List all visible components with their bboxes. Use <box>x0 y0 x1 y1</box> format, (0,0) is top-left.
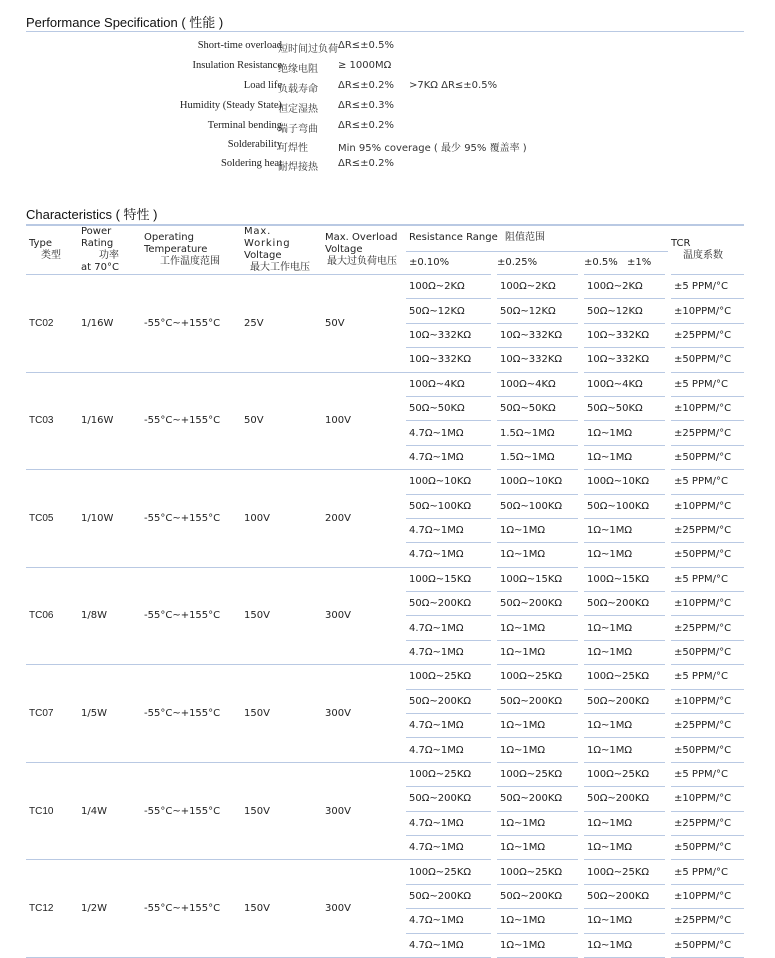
cell-temp: -55°C~+155°C <box>141 762 241 860</box>
header-overload <box>322 225 406 275</box>
cell-range: 50Ω~50KΩ <box>494 396 581 420</box>
cell-tcr: ±50PPM/°C <box>668 933 744 957</box>
cell-power: 1/8W <box>78 567 141 665</box>
perf-value: ≥ 1000MΩ <box>338 60 392 71</box>
cell-over: 50V <box>322 275 406 373</box>
cell-tcr: ±10PPM/°C <box>668 592 744 616</box>
cell-range: 50Ω~200KΩ <box>494 592 581 616</box>
cell-range: 4.7Ω~1MΩ <box>406 421 494 445</box>
header-temp-en2: Temperature <box>144 244 208 255</box>
cell-range: 1Ω~1MΩ <box>494 543 581 567</box>
cell-range: 100Ω~25KΩ <box>494 762 581 786</box>
header-type <box>26 225 78 275</box>
cell-range: 4.7Ω~1MΩ <box>406 909 494 933</box>
perf-en: Short-time overload <box>197 40 282 51</box>
cell-range: 100Ω~25KΩ <box>581 665 668 689</box>
cell-range: 1Ω~1MΩ <box>581 933 668 957</box>
header-power-en: Power Rating <box>81 226 114 249</box>
header-over-cn: 最大过负荷电压 <box>327 256 397 267</box>
cell-range: 50Ω~50KΩ <box>406 396 494 420</box>
cell-tcr: ±5 PPM/°C <box>668 567 744 591</box>
header-tol-0-5-1 <box>581 251 668 274</box>
cell-range: 10Ω~332KΩ <box>581 323 668 347</box>
cell-tcr: ±25PPM/°C <box>668 518 744 542</box>
cell-range: 50Ω~100KΩ <box>406 494 494 518</box>
perf-row <box>26 40 744 58</box>
header-power <box>78 225 141 275</box>
cell-tcr: ±50PPM/°C <box>668 543 744 567</box>
cell-range: 4.7Ω~1MΩ <box>406 933 494 957</box>
cell-over: 200V <box>322 470 406 568</box>
cell-over: 300V <box>322 762 406 860</box>
cell-range: 4.7Ω~1MΩ <box>406 518 494 542</box>
cell-tcr: ±10PPM/°C <box>668 299 744 323</box>
header-over-en2: Voltage <box>325 244 363 255</box>
cell-range: 10Ω~332KΩ <box>494 323 581 347</box>
cell-tcr: ±50PPM/°C <box>668 445 744 469</box>
cell-tcr: ±50PPM/°C <box>668 348 744 372</box>
cell-range: 50Ω~200KΩ <box>494 884 581 908</box>
cell-range: 1Ω~1MΩ <box>581 738 668 762</box>
cell-power: 1/5W <box>78 665 141 763</box>
cell-range: 4.7Ω~1MΩ <box>406 714 494 738</box>
cell-volt: 150V <box>241 567 322 665</box>
cell-range: 1Ω~1MΩ <box>581 835 668 859</box>
perf-row <box>26 80 744 98</box>
cell-range: 10Ω~332KΩ <box>406 348 494 372</box>
cell-range: 1Ω~1MΩ <box>494 811 581 835</box>
cell-tcr: ±25PPM/°C <box>668 421 744 445</box>
cell-range: 100Ω~25KΩ <box>581 762 668 786</box>
perf-value: ΔR≤±0.2% <box>338 158 394 169</box>
cell-tcr: ±50PPM/°C <box>668 640 744 664</box>
cell-range: 1Ω~1MΩ <box>494 640 581 664</box>
header-temp <box>141 225 241 275</box>
perf-row <box>26 158 744 176</box>
perf-value: ΔR≤±0.2% <box>338 80 394 91</box>
cell-range: 50Ω~50KΩ <box>581 396 668 420</box>
perf-en: Humidity (Steady State) <box>179 100 282 111</box>
cell-range: 100Ω~15KΩ <box>494 567 581 591</box>
header-tol-1: ±1% <box>626 256 652 268</box>
cell-power: 1/10W <box>78 470 141 568</box>
table-row <box>26 470 744 494</box>
cell-over: 300V <box>322 860 406 958</box>
cell-range: 1Ω~1MΩ <box>494 909 581 933</box>
cell-range: 100Ω~25KΩ <box>494 860 581 884</box>
cell-type: TC07 <box>26 665 78 763</box>
performance-title: Performance Specification ( 性能 ) <box>26 15 224 30</box>
perf-en: Solderability <box>227 139 282 150</box>
cell-range: 50Ω~200KΩ <box>406 592 494 616</box>
perf-en: Insulation Resistance <box>192 60 282 71</box>
perf-cn: 负载寿命 <box>278 84 318 95</box>
header-tol-0-10: ±0.10% <box>406 251 494 274</box>
header-range-cn: 阻值范围 <box>504 232 545 244</box>
cell-range: 1Ω~1MΩ <box>494 738 581 762</box>
header-volt-cn: 最大工作电压 <box>250 262 310 273</box>
cell-tcr: ±10PPM/°C <box>668 494 744 518</box>
cell-tcr: ±5 PPM/°C <box>668 762 744 786</box>
cell-range: 100Ω~10KΩ <box>494 470 581 494</box>
perf-value: ΔR≤±0.2% <box>338 120 394 131</box>
cell-range: 50Ω~200KΩ <box>406 689 494 713</box>
cell-range: 50Ω~200KΩ <box>406 787 494 811</box>
cell-tcr: ±25PPM/°C <box>668 616 744 640</box>
cell-range: 100Ω~4KΩ <box>494 372 581 396</box>
table-row <box>26 762 744 786</box>
cell-range: 100Ω~4KΩ <box>581 372 668 396</box>
cell-range: 10Ω~332KΩ <box>581 348 668 372</box>
header-type-cn: 类型 <box>41 250 61 261</box>
cell-range: 100Ω~4KΩ <box>406 372 494 396</box>
cell-range: 100Ω~25KΩ <box>406 860 494 884</box>
cell-range: 1Ω~1MΩ <box>581 543 668 567</box>
cell-volt: 150V <box>241 665 322 763</box>
cell-range: 50Ω~200KΩ <box>494 689 581 713</box>
cell-range: 100Ω~25KΩ <box>406 665 494 689</box>
cell-range: 100Ω~15KΩ <box>581 567 668 591</box>
cell-type: TC06 <box>26 567 78 665</box>
header-tol-0-5: ±0.5% <box>584 256 618 268</box>
perf-value: ΔR≤±0.5% <box>338 40 394 51</box>
perf-value: ΔR≤±0.3% <box>338 100 394 111</box>
perf-row <box>26 100 744 118</box>
header-tcr-cn: 温度系数 <box>683 250 724 261</box>
perf-en: Soldering heat <box>221 158 282 169</box>
cell-range: 100Ω~10KΩ <box>406 470 494 494</box>
cell-volt: 50V <box>241 372 322 470</box>
perf-cn: 端子弯曲 <box>278 124 318 135</box>
cell-range: 50Ω~200KΩ <box>581 689 668 713</box>
perf-en: Load life <box>243 80 282 91</box>
cell-type: TC10 <box>26 762 78 860</box>
perf-extra: >7KΩ ΔR≤±0.5% <box>409 80 498 91</box>
header-resistance-range <box>406 225 668 251</box>
table-row <box>26 860 744 884</box>
cell-type: TC02 <box>26 275 78 373</box>
cell-tcr: ±25PPM/°C <box>668 811 744 835</box>
cell-type: TC03 <box>26 372 78 470</box>
cell-range: 100Ω~15KΩ <box>406 567 494 591</box>
cell-volt: 150V <box>241 762 322 860</box>
cell-range: 1Ω~1MΩ <box>581 811 668 835</box>
cell-tcr: ±10PPM/°C <box>668 396 744 420</box>
cell-range: 4.7Ω~1MΩ <box>406 616 494 640</box>
cell-range: 10Ω~332KΩ <box>494 348 581 372</box>
cell-range: 1Ω~1MΩ <box>581 714 668 738</box>
perf-cn: 恒定湿热 <box>278 104 318 115</box>
header-range-en: Resistance Range <box>409 232 498 244</box>
cell-range: 4.7Ω~1MΩ <box>406 835 494 859</box>
header-type-en: Type <box>29 238 52 249</box>
header-over-en1: Max. Overload <box>325 232 398 243</box>
cell-power: 1/4W <box>78 762 141 860</box>
cell-tcr: ±25PPM/°C <box>668 714 744 738</box>
cell-range: 1Ω~1MΩ <box>494 714 581 738</box>
characteristics-title: Characteristics ( 特性 ) <box>26 207 158 222</box>
perf-row <box>26 139 744 157</box>
cell-range: 50Ω~200KΩ <box>581 592 668 616</box>
header-volt-en1: Max. Working <box>244 226 291 249</box>
cell-tcr: ±25PPM/°C <box>668 323 744 347</box>
perf-cn: 可焊性 <box>278 143 308 154</box>
cell-range: 1Ω~1MΩ <box>581 640 668 664</box>
cell-tcr: ±10PPM/°C <box>668 884 744 908</box>
cell-tcr: ±25PPM/°C <box>668 909 744 933</box>
perf-cn: 耐焊接热 <box>278 162 318 173</box>
cell-over: 300V <box>322 567 406 665</box>
cell-range: 50Ω~100KΩ <box>494 494 581 518</box>
cell-tcr: ±5 PPM/°C <box>668 275 744 299</box>
cell-volt: 100V <box>241 470 322 568</box>
cell-range: 1Ω~1MΩ <box>581 445 668 469</box>
cell-type: TC05 <box>26 470 78 568</box>
cell-range: 1.5Ω~1MΩ <box>494 421 581 445</box>
cell-power: 1/2W <box>78 860 141 958</box>
header-tcr-en: TCR <box>671 238 691 249</box>
cell-over: 300V <box>322 665 406 763</box>
cell-temp: -55°C~+155°C <box>141 665 241 763</box>
header-voltage <box>241 225 322 275</box>
header-power-at: at 70°C <box>81 262 119 273</box>
cell-tcr: ±10PPM/°C <box>668 787 744 811</box>
header-volt-en2: Voltage <box>244 250 282 261</box>
header-tol-0-25: ±0.25% <box>494 251 581 274</box>
cell-range: 100Ω~2KΩ <box>406 275 494 299</box>
cell-range: 1Ω~1MΩ <box>581 616 668 640</box>
cell-type: TC12 <box>26 860 78 958</box>
cell-tcr: ±50PPM/°C <box>668 835 744 859</box>
cell-tcr: ±5 PPM/°C <box>668 470 744 494</box>
cell-range: 4.7Ω~1MΩ <box>406 738 494 762</box>
cell-range: 50Ω~12KΩ <box>406 299 494 323</box>
cell-tcr: ±5 PPM/°C <box>668 372 744 396</box>
characteristics-table <box>26 224 744 958</box>
header-temp-en1: Operating <box>144 232 194 243</box>
performance-rule <box>26 31 744 32</box>
perf-cn: 短时间过负荷 <box>278 44 338 55</box>
cell-range: 1.5Ω~1MΩ <box>494 445 581 469</box>
cell-volt: 25V <box>241 275 322 373</box>
cell-range: 50Ω~200KΩ <box>581 884 668 908</box>
table-row <box>26 275 744 299</box>
cell-temp: -55°C~+155°C <box>141 470 241 568</box>
cell-range: 4.7Ω~1MΩ <box>406 811 494 835</box>
cell-over: 100V <box>322 372 406 470</box>
perf-row <box>26 120 744 138</box>
header-temp-cn: 工作温度范围 <box>160 256 220 267</box>
cell-range: 50Ω~200KΩ <box>494 787 581 811</box>
header-tcr <box>668 225 744 275</box>
cell-range: 1Ω~1MΩ <box>494 518 581 542</box>
cell-range: 100Ω~2KΩ <box>581 275 668 299</box>
cell-range: 1Ω~1MΩ <box>494 933 581 957</box>
table-row <box>26 372 744 396</box>
cell-temp: -55°C~+155°C <box>141 860 241 958</box>
cell-range: 1Ω~1MΩ <box>494 835 581 859</box>
cell-power: 1/16W <box>78 372 141 470</box>
cell-range: 50Ω~12KΩ <box>581 299 668 323</box>
cell-range: 100Ω~2KΩ <box>494 275 581 299</box>
cell-temp: -55°C~+155°C <box>141 275 241 373</box>
cell-range: 50Ω~100KΩ <box>581 494 668 518</box>
cell-tcr: ±5 PPM/°C <box>668 860 744 884</box>
cell-range: 100Ω~25KΩ <box>406 762 494 786</box>
cell-range: 4.7Ω~1MΩ <box>406 543 494 567</box>
cell-range: 50Ω~200KΩ <box>581 787 668 811</box>
cell-range: 100Ω~25KΩ <box>581 860 668 884</box>
cell-volt: 150V <box>241 860 322 958</box>
cell-tcr: ±10PPM/°C <box>668 689 744 713</box>
perf-en: Terminal bending <box>207 120 282 131</box>
cell-range: 50Ω~200KΩ <box>406 884 494 908</box>
cell-tcr: ±50PPM/°C <box>668 738 744 762</box>
perf-cn: 绝缘电阻 <box>278 64 318 75</box>
cell-range: 1Ω~1MΩ <box>581 421 668 445</box>
perf-row <box>26 60 744 78</box>
cell-temp: -55°C~+155°C <box>141 372 241 470</box>
cell-range: 4.7Ω~1MΩ <box>406 445 494 469</box>
header-power-cn: 功率 <box>99 250 119 261</box>
cell-tcr: ±5 PPM/°C <box>668 665 744 689</box>
cell-range: 10Ω~332KΩ <box>406 323 494 347</box>
cell-range: 1Ω~1MΩ <box>581 909 668 933</box>
cell-range: 1Ω~1MΩ <box>494 616 581 640</box>
cell-range: 50Ω~12KΩ <box>494 299 581 323</box>
characteristics-body <box>26 275 744 958</box>
table-row <box>26 665 744 689</box>
cell-power: 1/16W <box>78 275 141 373</box>
table-row <box>26 567 744 591</box>
cell-range: 4.7Ω~1MΩ <box>406 640 494 664</box>
perf-value: Min 95% coverage ( 最少 95% 覆盖率 ) <box>338 143 527 154</box>
cell-temp: -55°C~+155°C <box>141 567 241 665</box>
cell-range: 1Ω~1MΩ <box>581 518 668 542</box>
cell-range: 100Ω~25KΩ <box>494 665 581 689</box>
cell-range: 100Ω~10KΩ <box>581 470 668 494</box>
